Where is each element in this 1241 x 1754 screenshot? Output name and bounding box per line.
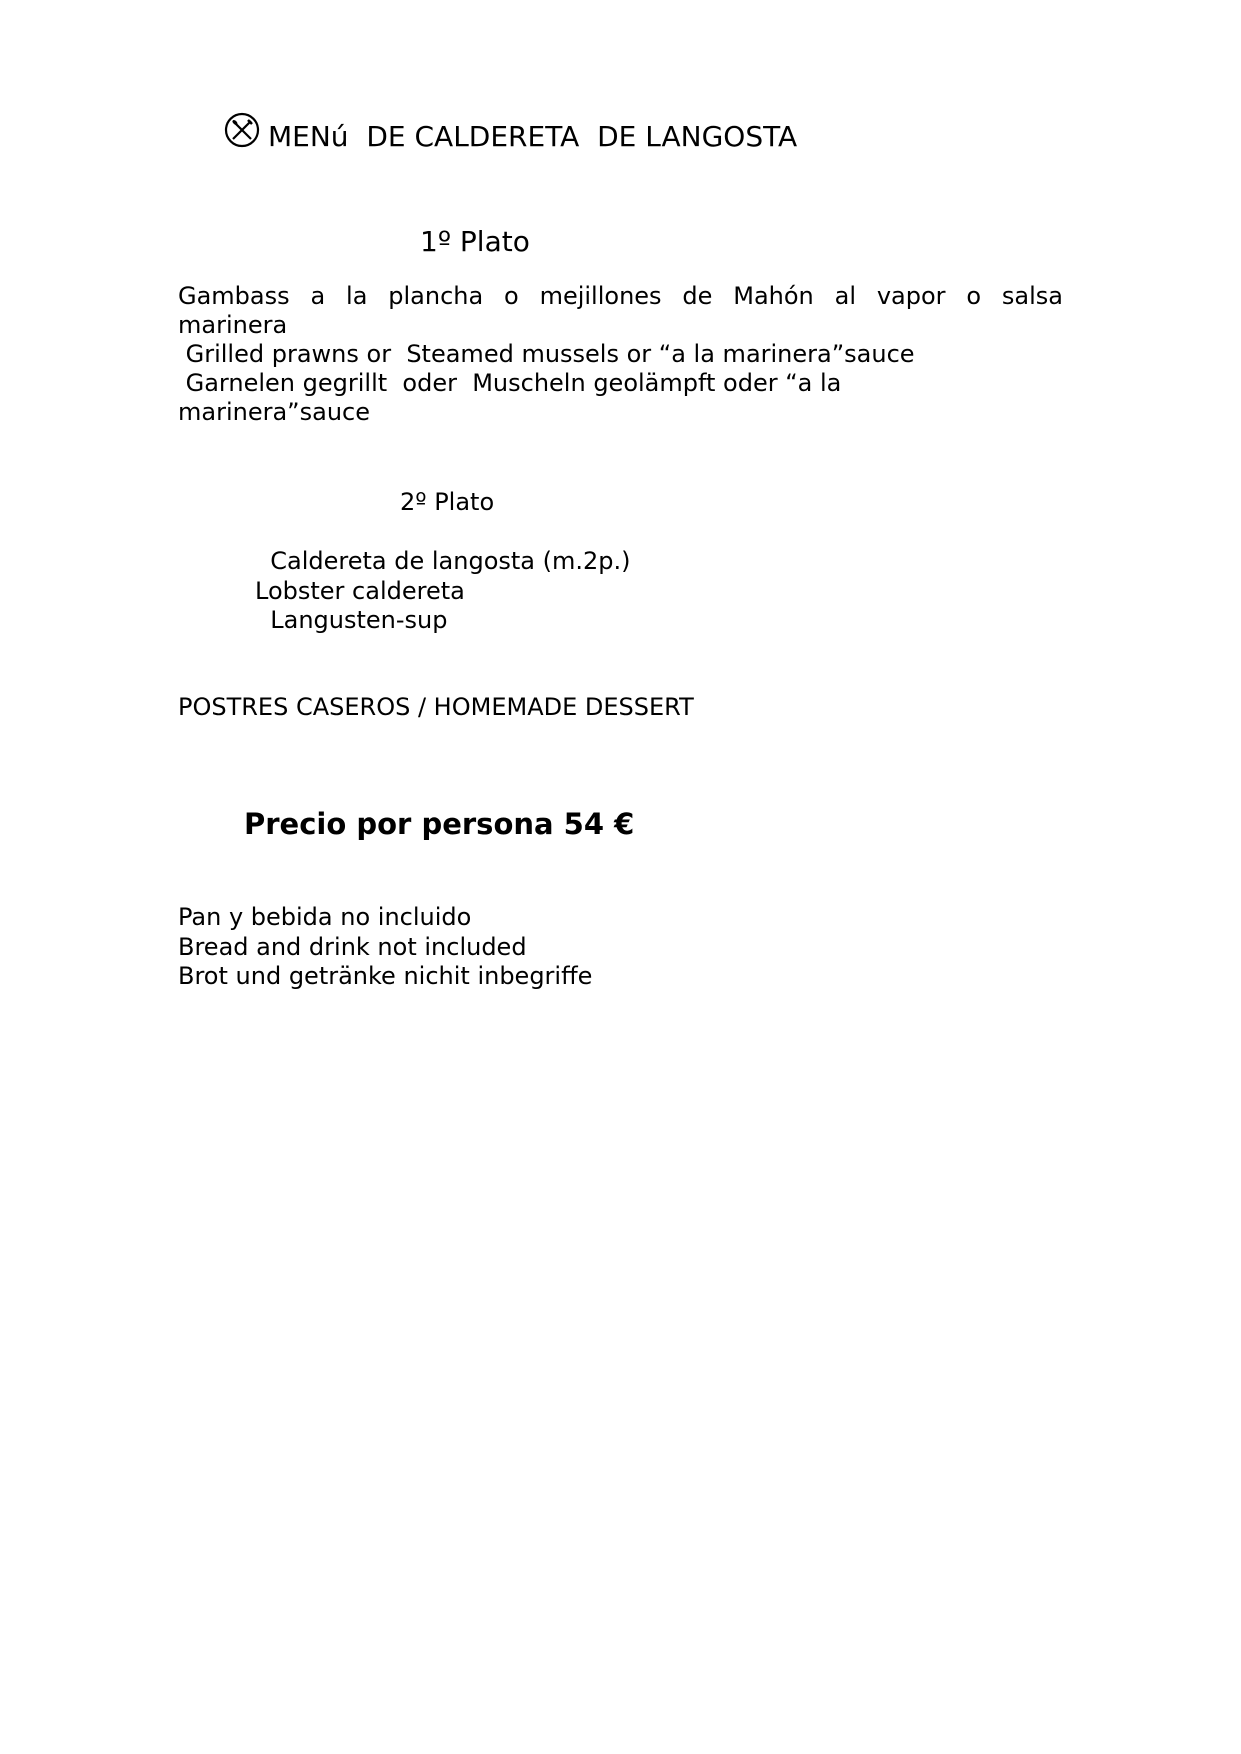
note-line: Pan y bebida no incluido	[178, 903, 472, 931]
first-course-line: marinera”sauce	[178, 398, 370, 426]
second-course-description	[255, 547, 631, 636]
first-course-line: Gambass a la plancha o mejillones de Mahón al vapor o salsa	[178, 282, 1063, 310]
menu-title-row	[224, 116, 797, 156]
crossed-cutlery-icon	[224, 112, 260, 148]
first-course-line: marinera	[178, 311, 288, 339]
second-course-line: Caldereta de langosta (m.2p.)	[255, 547, 631, 575]
second-course-line: Langusten-sup	[255, 606, 448, 634]
first-course-description	[178, 282, 1063, 427]
desserts-line: POSTRES CASEROS / HOMEMADE DESSERT	[178, 693, 694, 721]
note-line: Brot und getränke nichit inbegriffe	[178, 962, 593, 990]
first-course-line: Grilled prawns or Steamed mussels or “a la marinera”sauce	[178, 340, 915, 368]
menu-title: MENú DE CALDERETA DE LANGOSTA	[268, 119, 798, 153]
second-course-heading: 2º Plato	[400, 488, 495, 516]
note-line: Bread and drink not included	[178, 932, 527, 961]
menu-notes	[178, 903, 592, 992]
first-course-line: Garnelen gegrillt oder Muscheln geolämpft oder “a la	[178, 369, 842, 397]
first-course-heading: 1º Plato	[420, 225, 530, 258]
second-course-line: Lobster caldereta	[255, 576, 465, 605]
price-per-person: Precio por persona 54 €	[244, 807, 635, 841]
